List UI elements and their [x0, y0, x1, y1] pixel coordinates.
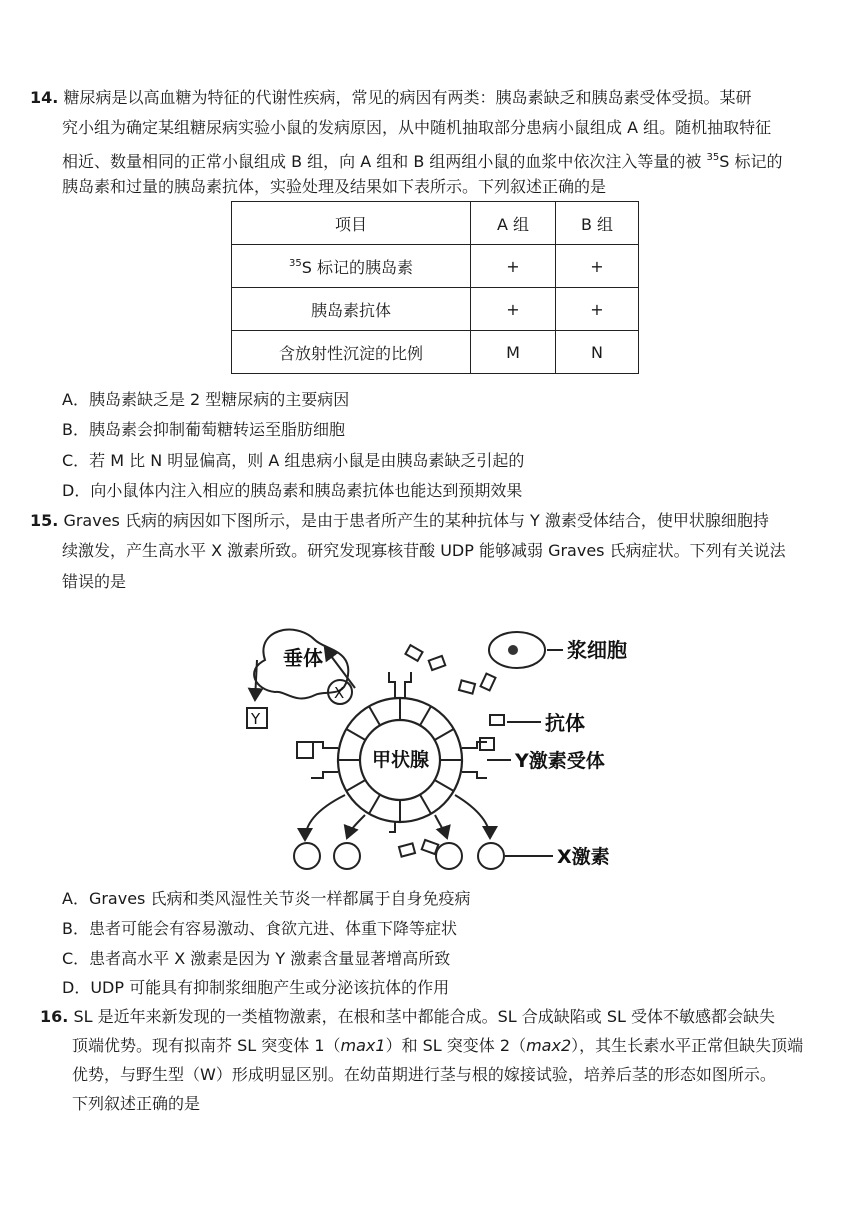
table-header-cell: 项目: [232, 202, 471, 245]
q15-line1: [30, 510, 769, 532]
q16-line1: [40, 1006, 775, 1028]
q14-stem-3b: S 标记的: [719, 152, 783, 171]
table-cell-label: S 标记的胰岛素: [301, 257, 413, 277]
q15-option-c[interactable]: C．患者高水平 X 激素是因为 Y 激素含量显著增高所致: [62, 949, 451, 968]
q15-line3: 错误的是: [62, 572, 127, 591]
table-header-row: [232, 202, 639, 245]
q14-stem-3sup: 35: [706, 152, 720, 163]
q14-table: [231, 201, 639, 374]
table-cell: +: [556, 245, 639, 288]
table-cell: 含放射性沉淀的比例: [232, 331, 471, 374]
q15-number: 15.: [30, 511, 59, 530]
table-cell: +: [556, 288, 639, 331]
q14-stem-1: 糖尿病是以高血糖为特征的代谢性疾病，常见的病因有两类：胰岛素缺乏和胰岛素受体受损。某研: [63, 88, 752, 107]
q16-stem-2a: 顶端优势。现有拟南芥 SL 突变体 1（: [72, 1036, 341, 1055]
q14-line3: [62, 147, 783, 173]
table-cell: N: [556, 331, 639, 374]
q16-stem-1: SL 是近年来新发现的一类植物激素，在根和茎中都能合成。SL 合成缺陷或 SL 受体不敏感都会缺失: [73, 1007, 775, 1026]
y-hormone-label: Y: [251, 710, 261, 728]
table-cell: +: [471, 245, 556, 288]
q15-option-a[interactable]: A．Graves 氏病和类风湿性关节炎一样都属于自身免疫病: [62, 889, 471, 908]
table-header-cell: B 组: [556, 202, 639, 245]
q14-stem-3a: 相近、数量相同的正常小鼠组成 B 组，向 A 组和 B 组两组小鼠的血浆中依次注入等量的被: [62, 152, 707, 171]
table-cell: M: [471, 331, 556, 374]
q16-stem-2c: ），其生长素水平正常但缺失顶端: [571, 1036, 804, 1055]
x-hormone-label: X激素: [557, 846, 610, 868]
q16-stem-max1: max1: [340, 1036, 386, 1055]
x-feedback-label: X: [334, 684, 345, 702]
q16-line2: [72, 1035, 803, 1057]
pituitary-label: 垂体: [283, 646, 323, 670]
q15-stem-1: Graves 氏病的病因如下图所示，是由于患者所产生的某种抗体与 Y 激素受体结合，使甲状腺细胞持: [63, 511, 769, 530]
antibody-label: 抗体: [545, 711, 585, 735]
q14-number: 14.: [30, 88, 59, 107]
q16-line3: 优势，与野生型（W）形成明显区别。在幼苗期进行茎与根的嫁接试验，培养后茎的形态如图所示。: [72, 1065, 776, 1084]
table-row: [232, 331, 639, 374]
y-receptor-label: Y激素受体: [515, 750, 605, 772]
q16-stem-max2: max2: [526, 1036, 572, 1055]
q16-stem-2b: ）和 SL 突变体 2（: [385, 1036, 527, 1055]
q15-option-b[interactable]: B．患者可能会有容易激动、食欲亢进、体重下降等症状: [62, 919, 457, 938]
table-cell: +: [471, 288, 556, 331]
table-cell-sup: 35: [289, 257, 302, 269]
q16-number: 16.: [40, 1007, 69, 1026]
thyroid-label: 甲状腺: [372, 749, 430, 771]
q14-line4: 胰岛素和过量的胰岛素抗体，实验处理及结果如下表所示。下列叙述正确的是: [62, 177, 607, 196]
table-header-cell: A 组: [471, 202, 556, 245]
q14-line2: 究小组为确定某组糖尿病实验小鼠的发病原因，从中随机抽取部分患病小鼠组成 A 组。随机抽取特征: [62, 118, 772, 137]
q16-line4: 下列叙述正确的是: [72, 1094, 201, 1113]
table-cell: 胰岛素抗体: [232, 288, 471, 331]
q14-line1: [30, 87, 751, 109]
graves-diagram: [225, 620, 645, 880]
table-row: [232, 245, 639, 288]
q14-option-b[interactable]: B．胰岛素会抑制葡萄糖转运至脂肪细胞: [62, 420, 345, 439]
q14-option-a[interactable]: A．胰岛素缺乏是 2 型糖尿病的主要病因: [62, 390, 350, 409]
plasma-cell-label: 浆细胞: [567, 638, 627, 662]
q14-option-c[interactable]: C．若 M 比 N 明显偏高，则 A 组患病小鼠是由胰岛素缺乏引起的: [62, 451, 525, 470]
table-cell: [232, 245, 471, 288]
q14-option-d[interactable]: D．向小鼠体内注入相应的胰岛素和胰岛素抗体也能达到预期效果: [62, 481, 523, 500]
q15-option-d[interactable]: D．UDP 可能具有抑制浆细胞产生或分泌该抗体的作用: [62, 978, 450, 997]
table-row: [232, 288, 639, 331]
q15-line2: 续激发，产生高水平 X 激素所致。研究发现寡核苷酸 UDP 能够减弱 Graves 氏病症状。下列有关说法: [62, 541, 786, 560]
